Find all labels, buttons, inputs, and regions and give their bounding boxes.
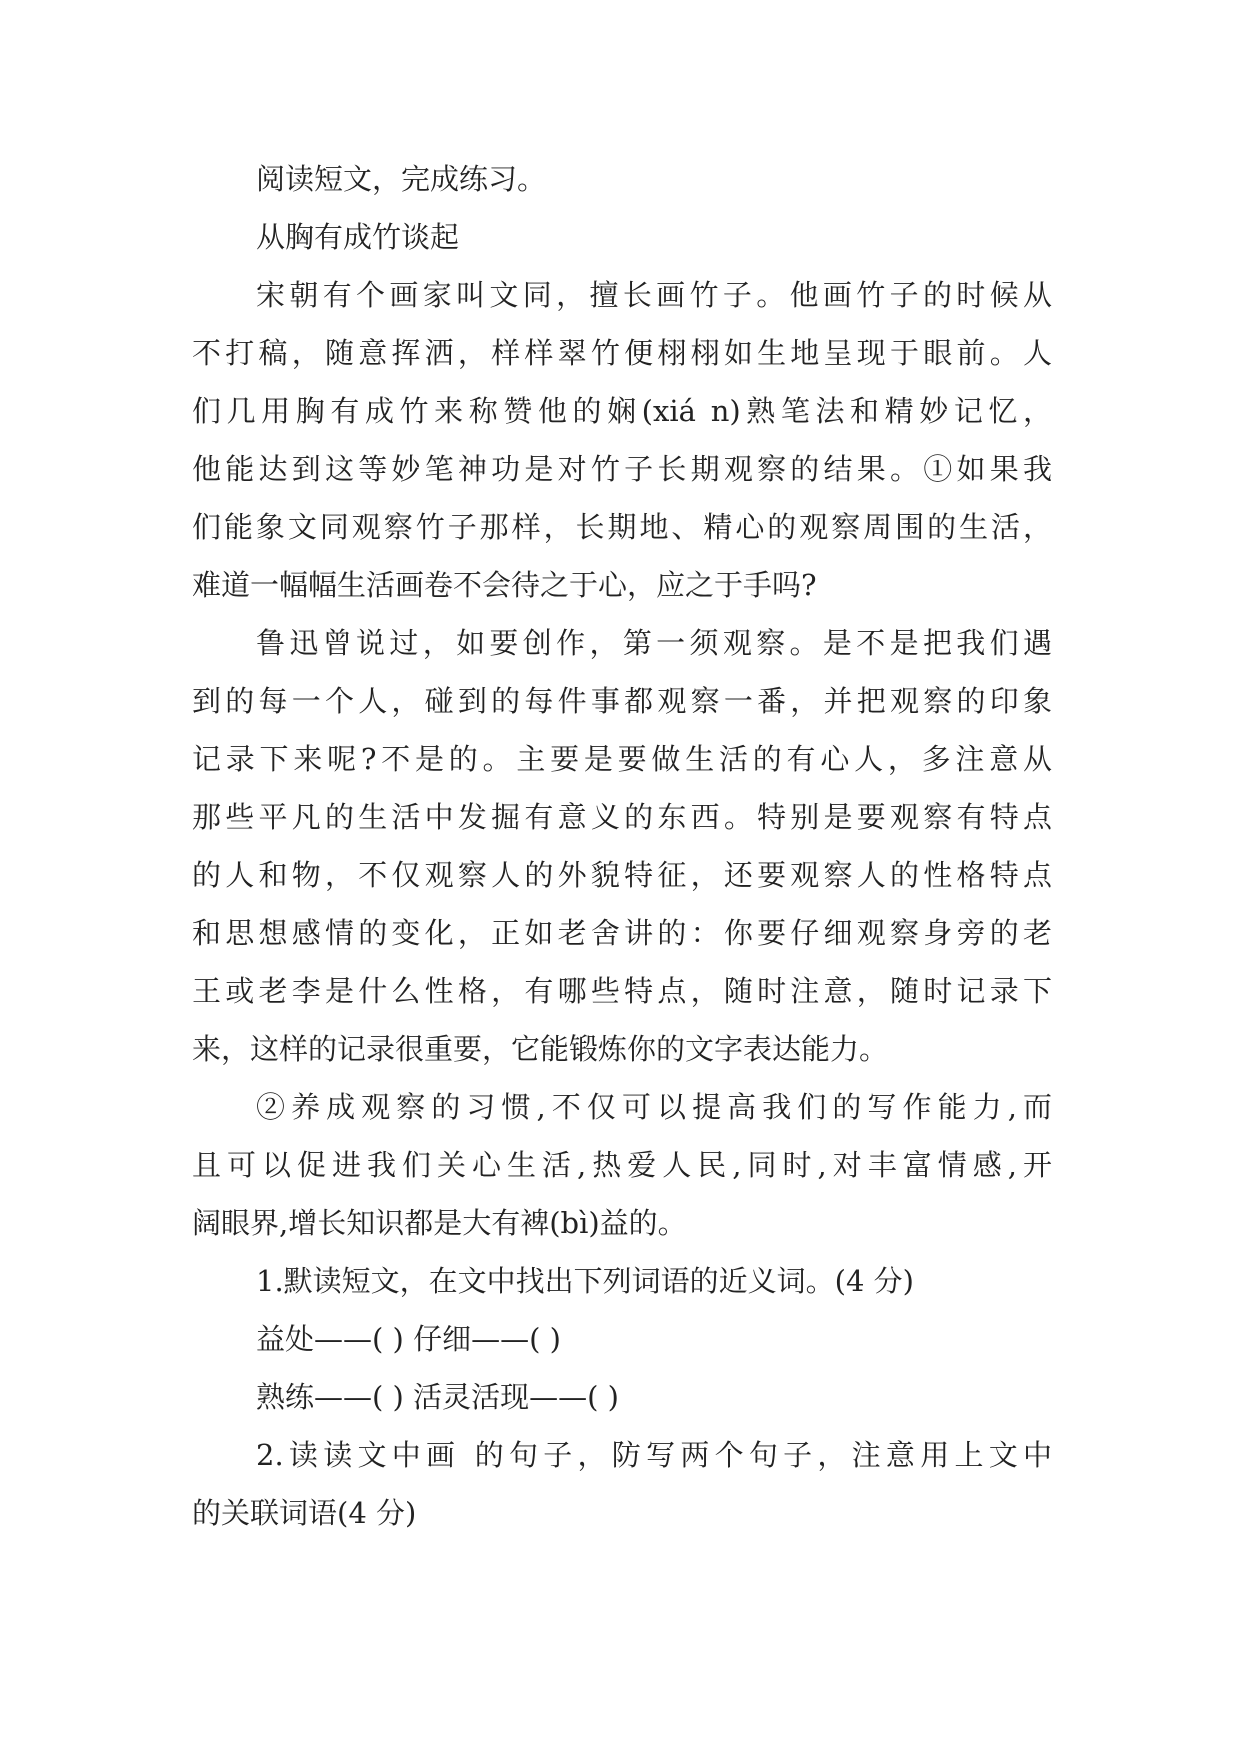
paragraph-2-line: 的人和物，不仅观察人的外貌特征，还要观察人的性格特点 [192,858,1052,892]
paragraph-1-line: 他能达到这等妙笔神功是对竹子长期观察的结果。①如果我 [192,452,1052,486]
question-1-prompt: 1.默读短文，在文中找出下列词语的近义词。(4 分) [256,1264,914,1298]
paragraph-2-line: 鲁迅曾说过，如要创作，第一须观察。是不是把我们遇 [256,626,1052,660]
instruction: 阅读短文，完成练习。 [256,162,547,196]
paragraph-2-line: 那些平凡的生活中发掘有意义的东西。特别是要观察有特点 [192,800,1052,834]
paragraph-3-line: ②养成观察的习惯,不仅可以提高我们的写作能力,而 [256,1090,1052,1124]
paragraph-1-line: 们能象文同观察竹子那样，长期地、精心的观察周围的生活， [192,510,1052,544]
paragraph-2-line: 记录下来呢?不是的。主要是要做生活的有心人，多注意从 [192,742,1052,776]
paragraph-2-line: 和思想感情的变化，正如老舍讲的：你要仔细观察身旁的老 [192,916,1052,950]
paragraph-2-line: 到的每一个人，碰到的每件事都观察一番，并把观察的印象 [192,684,1052,718]
paragraph-1-line: 们几用胸有成竹来称赞他的娴(xiá n)熟笔法和精妙记忆， [192,394,1052,428]
question-1-blanks: 益处——( ) 仔细——( ) [256,1322,561,1356]
question-2-prompt: 2.读读文中画 的句子，防写两个句子，注意用上文中 [256,1438,1052,1472]
paragraph-1-line: 宋朝有个画家叫文同，擅长画竹子。他画竹子的时候从 [256,278,1052,312]
paragraph-2-line: 王或老李是什么性格，有哪些特点，随时注意，随时记录下 [192,974,1052,1008]
paragraph-3-line: 且可以促进我们关心生活,热爱人民,同时,对丰富情感,开 [192,1148,1052,1182]
question-1-blanks: 熟练——( ) 活灵活现——( ) [256,1380,619,1414]
paragraph-2-line: 来，这样的记录很重要，它能锻炼你的文字表达能力。 [192,1032,889,1066]
paragraph-1-line: 难道一幅幅生活画卷不会待之于心，应之于手吗? [192,568,817,602]
paragraph-3-line: 阔眼界,增长知识都是大有裨(bì)益的。 [192,1206,687,1240]
document-page [192,150,1052,1542]
paragraph-1-line: 不打稿，随意挥洒，样样翠竹便栩栩如生地呈现于眼前。人 [192,336,1052,370]
passage-title: 从胸有成竹谈起 [256,220,460,254]
question-2-prompt: 的关联词语(4 分) [192,1496,417,1530]
